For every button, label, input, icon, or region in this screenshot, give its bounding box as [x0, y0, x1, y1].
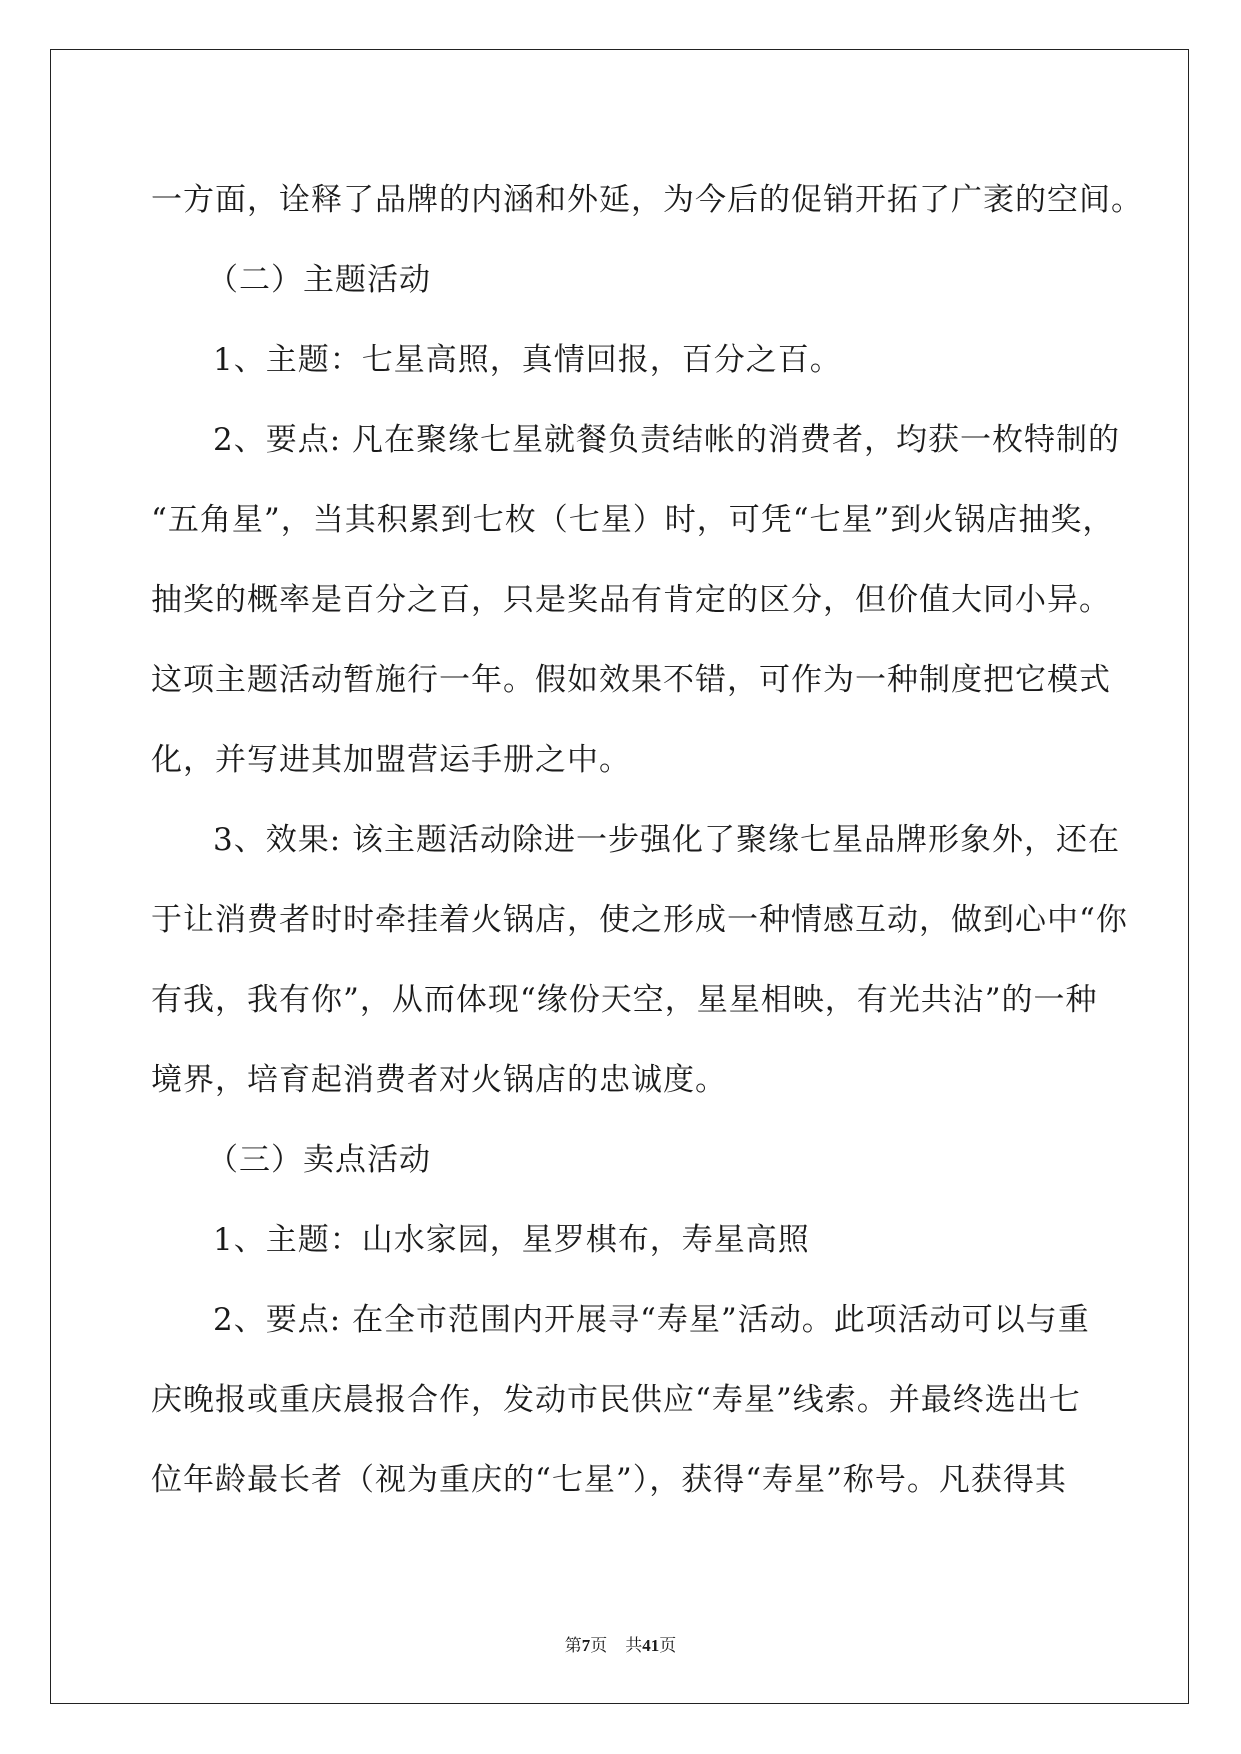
paragraph-line: 境界，培育起消费者对火锅店的忠诚度。	[151, 1062, 727, 1098]
paragraph-line: 3、效果: 该主题活动除进一步强化了聚缘七星品牌形象外，还在	[213, 822, 1121, 858]
footer-page-suffix: 页	[590, 1636, 608, 1655]
paragraph-line: 庆晚报或重庆晨报合作，发动市民供应“寿星”线索。并最终选出七	[151, 1382, 1081, 1418]
paragraph-line: 2、要点: 在全市范围内开展寻“寿星”活动。此项活动可以与重	[213, 1302, 1090, 1338]
paragraph-line: 有我，我有你”，从而体现“缘份天空，星星相映，有光共沾”的一种	[151, 982, 1098, 1018]
paragraph-line: 1、主题：七星高照，真情回报，百分之百。	[213, 342, 842, 378]
paragraph-line: 抽奖的概率是百分之百，只是奖品有肯定的区分，但价值大同小异。	[151, 582, 1111, 618]
total-pages: 41	[642, 1636, 660, 1655]
paragraph-line: “五角星”，当其积累到七枚（七星）时，可凭“七星”到火锅店抽奖，	[151, 502, 1115, 538]
section-heading: （三）卖点活动	[207, 1142, 431, 1178]
page-footer	[0, 1631, 1241, 1656]
paragraph-line: 1、主题：山水家园，星罗棋布，寿星高照	[213, 1222, 810, 1258]
footer-total-suffix: 页	[659, 1636, 677, 1655]
paragraph-line: 化，并写进其加盟营运手册之中。	[151, 742, 631, 778]
section-heading: （二）主题活动	[207, 262, 431, 298]
paragraph-line: 位年龄最长者（视为重庆的“七星”），获得“寿星”称号。凡获得其	[151, 1462, 1067, 1498]
paragraph-line: 于让消费者时时牵挂着火锅店，使之形成一种情感互动，做到心中“你	[151, 902, 1128, 938]
paragraph-line: 2、要点: 凡在聚缘七星就餐负责结帐的消费者，均获一枚特制的	[213, 422, 1121, 458]
page-number: 7	[581, 1636, 591, 1655]
footer-prefix: 第	[564, 1636, 582, 1655]
paragraph-line: 这项主题活动暂施行一年。假如效果不错，可作为一种制度把它模式	[151, 662, 1111, 698]
paragraph-line: 一方面，诠释了品牌的内涵和外延，为今后的促销开拓了广袤的空间。	[151, 182, 1143, 218]
footer-total-prefix: 共	[625, 1636, 643, 1655]
document-body	[151, 160, 1143, 1520]
